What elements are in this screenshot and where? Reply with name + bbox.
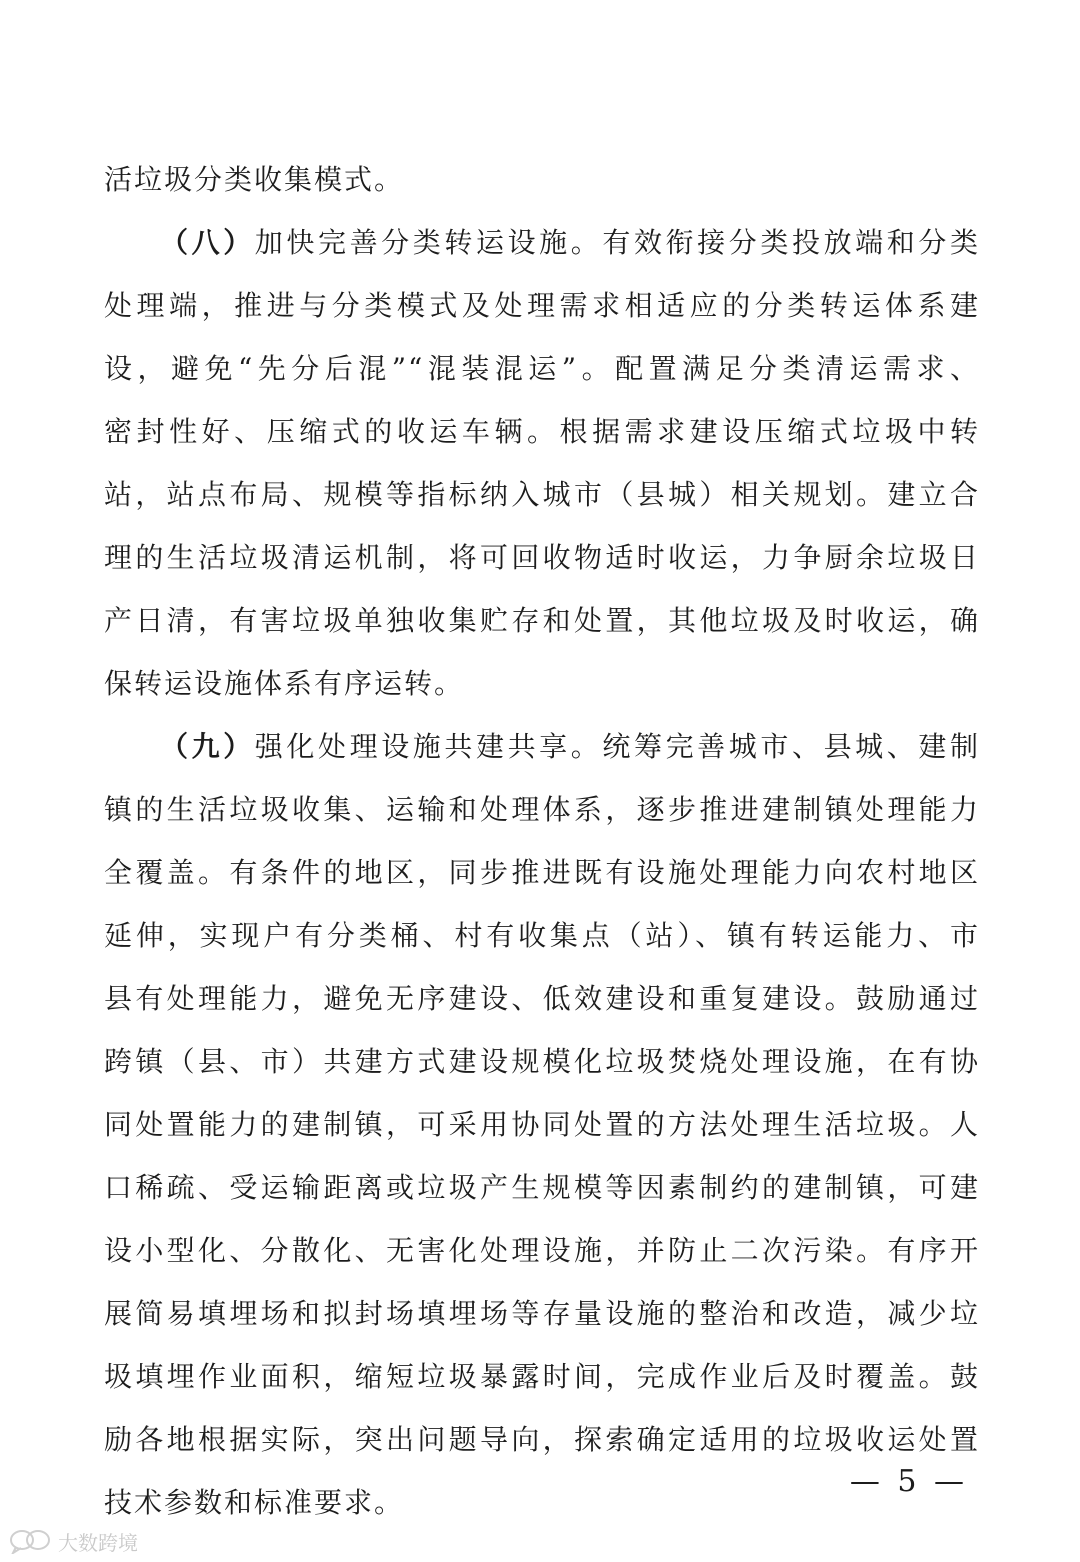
paragraph-line: 设，避免“先分后混”“混装混运”。配置满足分类清运需求、	[104, 352, 980, 385]
section-heading-number: （九）	[160, 730, 255, 763]
section-heading-number: （八）	[160, 226, 255, 259]
paragraph-line: 全覆盖。有条件的地区，同步推进既有设施处理能力向农村地区	[104, 856, 980, 889]
paragraph-line: 口稀疏、受运输距离或垃圾产生规模等因素制约的建制镇，可建	[104, 1171, 980, 1204]
paragraph-line: 理的生活垃圾清运机制，将可回收物适时收运，力争厨余垃圾日	[104, 541, 980, 574]
paragraph-line: 站，站点布局、规模等指标纳入城市（县城）相关规划。建立合	[104, 478, 980, 511]
paragraph-line: 展简易填埋场和拟封场填埋场等存量设施的整治和改造，减少垃	[104, 1297, 980, 1330]
paragraph-line: 设小型化、分散化、无害化处理设施，并防止二次污染。有序开	[104, 1234, 980, 1267]
paragraph-line	[160, 223, 980, 263]
section-heading-text: 加快完善分类转运设施。有效衔接分类投放端和分类	[254, 226, 980, 259]
watermark	[8, 1526, 138, 1556]
paragraph-line: 镇的生活垃圾收集、运输和处理体系，逐步推进建制镇处理能力	[104, 793, 980, 826]
paragraph-line: 产日清，有害垃圾单独收集贮存和处置，其他垃圾及时收运，确	[104, 604, 980, 637]
paragraph-line: 活垃圾分类收集模式。	[104, 163, 405, 196]
paragraph-line: 技术参数和标准要求。	[104, 1486, 405, 1519]
paragraph-line: 跨镇（县、市）共建方式建设规模化垃圾焚烧处理设施，在有协	[104, 1045, 980, 1078]
paragraph-line: 密封性好、压缩式的收运车辆。根据需求建设压缩式垃圾中转	[104, 415, 980, 448]
paragraph-line: 同处置能力的建制镇，可采用协同处置的方法处理生活垃圾。人	[104, 1108, 980, 1141]
paragraph-line: 延伸，实现户有分类桶、村有收集点（站）、镇有转运能力、市	[104, 919, 980, 952]
paragraph-line: 处理端，推进与分类模式及处理需求相适应的分类转运体系建	[104, 289, 980, 322]
page-number: — 5 —	[849, 1464, 968, 1499]
paragraph-line: 保转运设施体系有序运转。	[104, 667, 465, 700]
paragraph-line: 县有处理能力，避免无序建设、低效建设和重复建设。鼓励通过	[104, 982, 980, 1015]
paragraph-line	[160, 727, 980, 767]
section-heading-text: 强化处理设施共建共享。统筹完善城市、县城、建制	[254, 730, 980, 763]
paragraph-line: 励各地根据实际，突出问题导向，探索确定适用的垃圾收运处置	[104, 1423, 980, 1456]
paragraph-line: 圾填埋作业面积，缩短垃圾暴露时间，完成作业后及时覆盖。鼓	[104, 1360, 980, 1393]
speech-bubble-logo-icon	[8, 1528, 52, 1554]
watermark-text: 大数跨境	[58, 1530, 138, 1555]
